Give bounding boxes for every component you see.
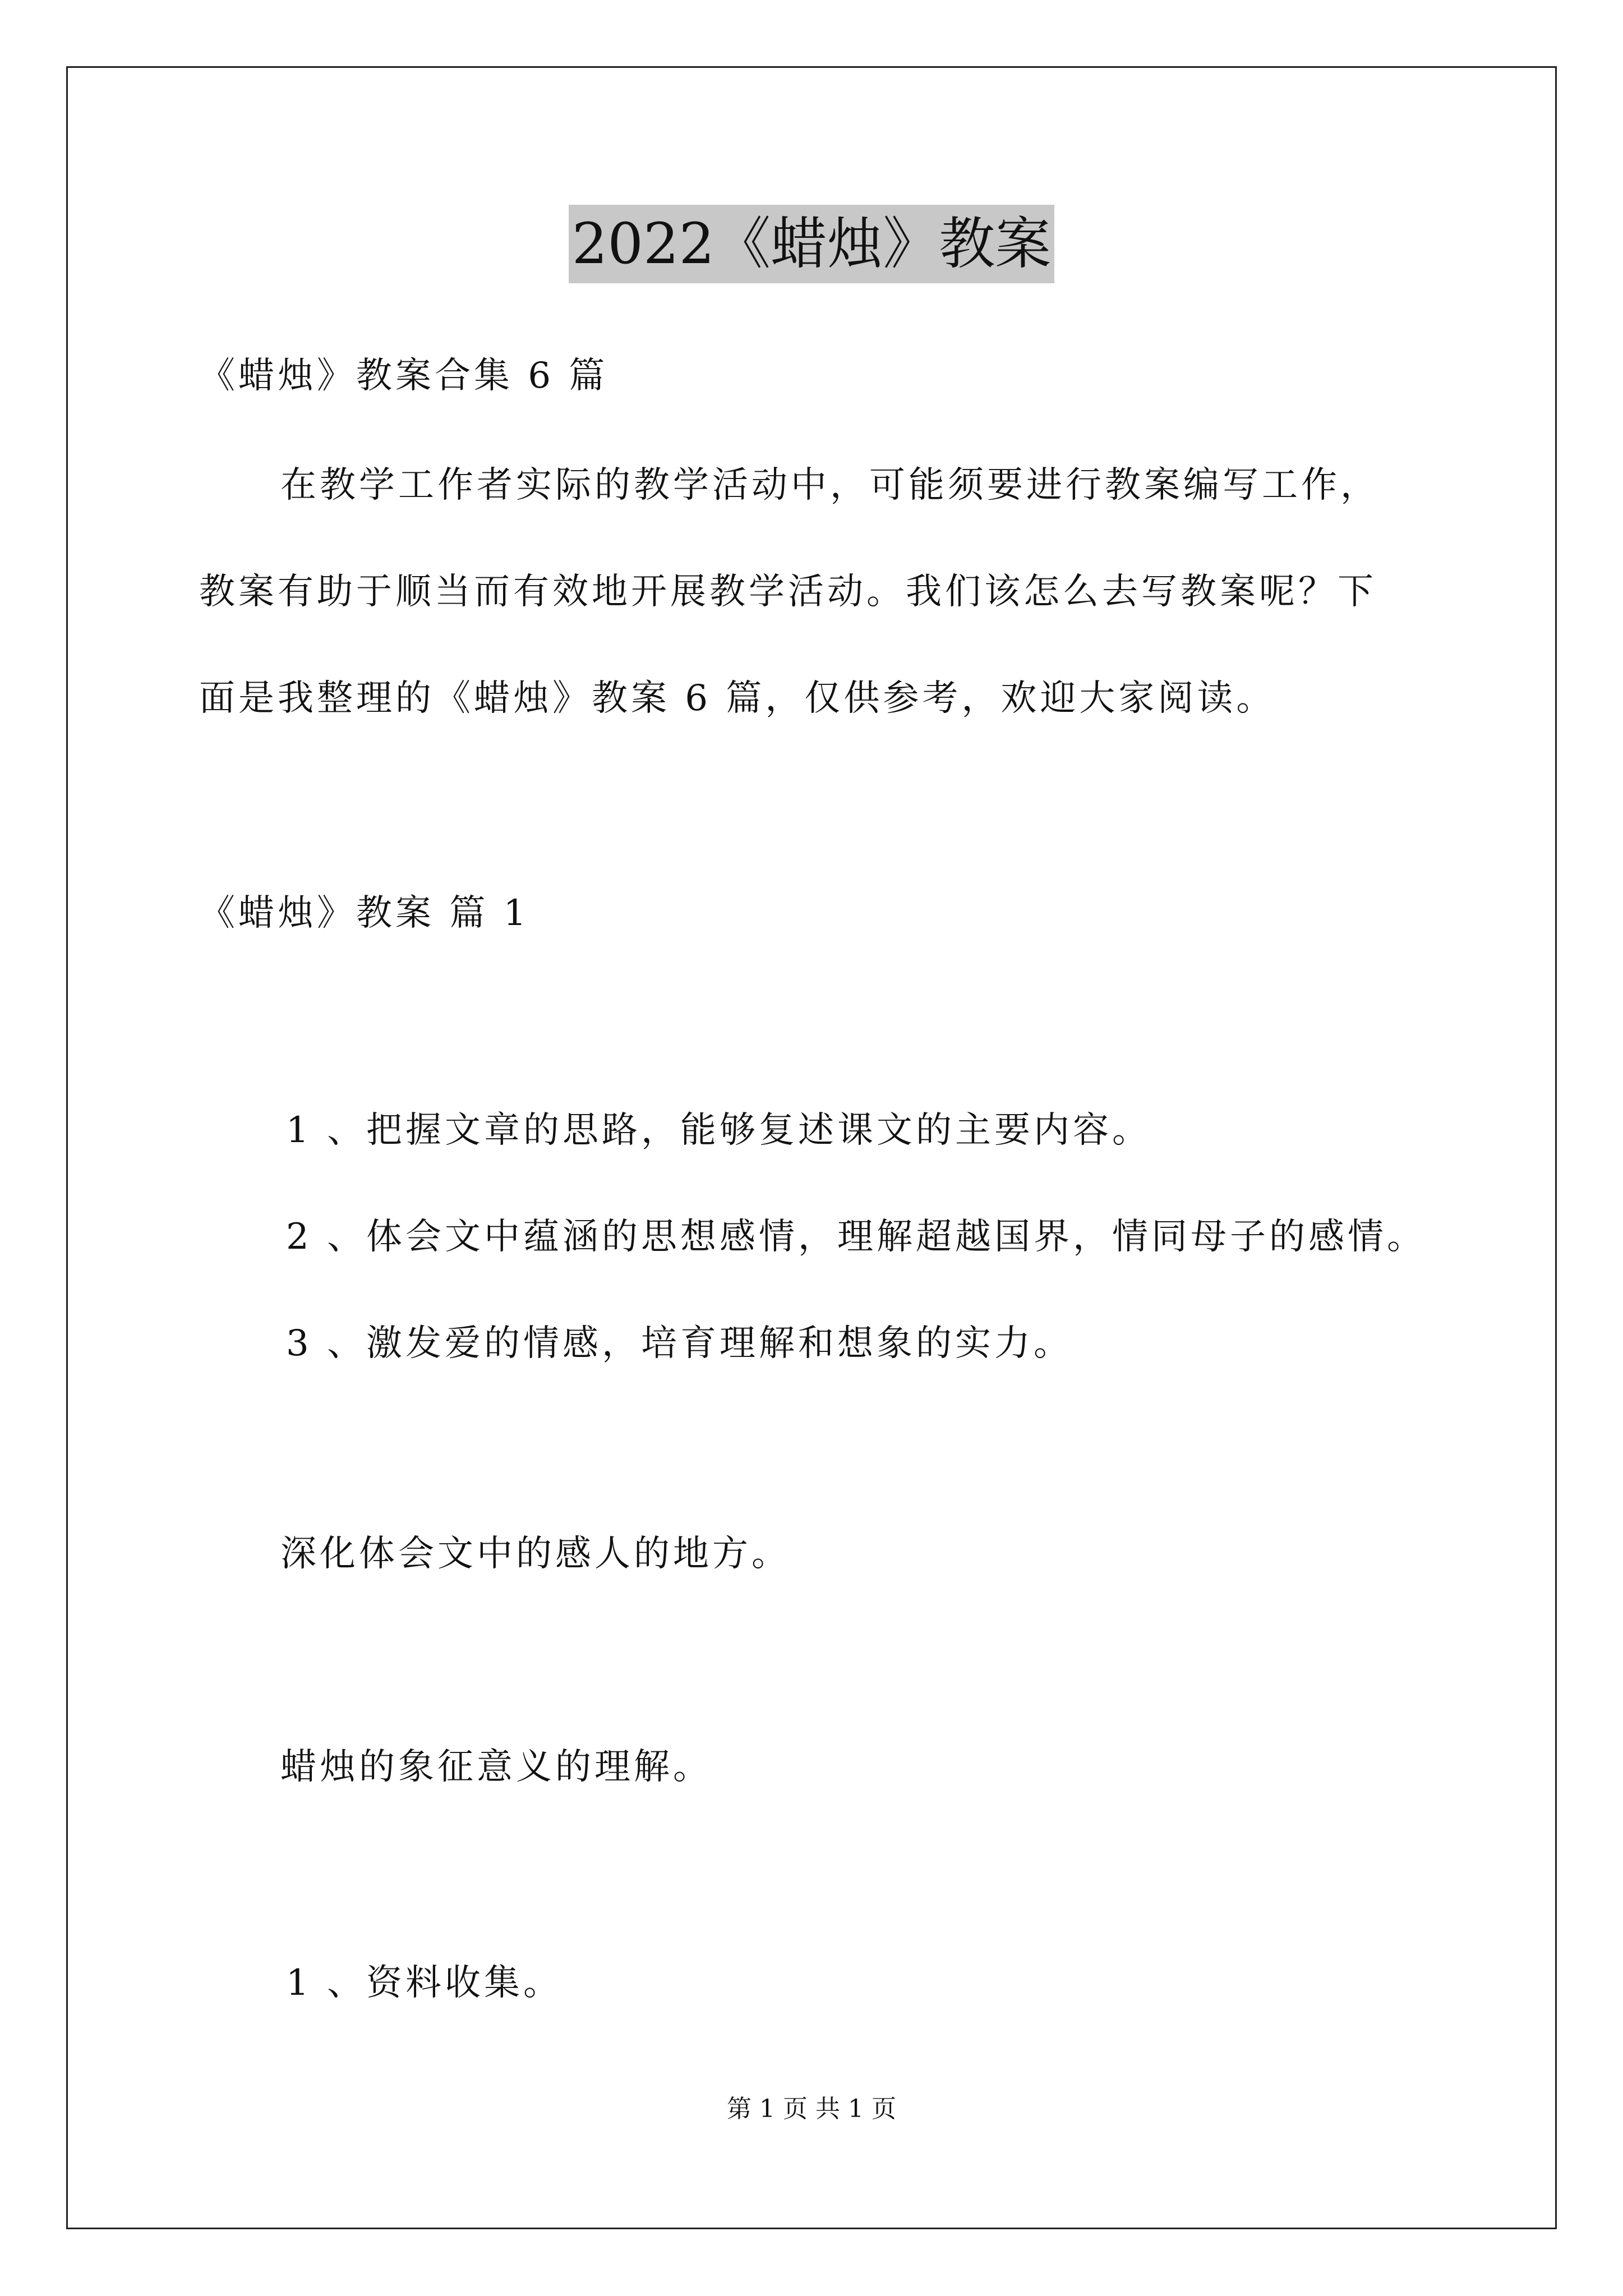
difficult-point: 蜡烛的象征意义的理解。	[280, 1746, 712, 1788]
key-point: 深化体会文中的感人的地方。	[280, 1533, 791, 1575]
goal-item-1: 1 、把握文章的思路，能够复述课文的主要内容。	[286, 1110, 1152, 1151]
document-title: 2022《蜡烛》教案	[569, 205, 1055, 283]
page-footer: 第 1 页 共 1 页	[727, 2095, 896, 2123]
intro-paragraph-line-2: 教案有助于顺当而有效地开展教学活动。我们该怎么去写教案呢？下	[199, 571, 1377, 613]
prep-item-1: 1 、资料收集。	[286, 1962, 563, 2004]
goal-item-2: 2 、体会文中蕴涵的思想感情，理解超越国界，情同母子的感情。	[286, 1216, 1427, 1258]
collection-heading: 《蜡烛》教案合集 6 篇	[199, 355, 608, 397]
intro-paragraph-line-1: 在教学工作者实际的教学活动中，可能须要进行教案编写工作，	[280, 464, 1380, 506]
title-wrap	[0, 205, 1623, 283]
intro-paragraph-line-3: 面是我整理的《蜡烛》教案 6 篇，仅供参考，欢迎大家阅读。	[199, 678, 1276, 719]
section-heading-1: 《蜡烛》教案 篇 1	[199, 892, 530, 934]
goal-item-3: 3 、激发爱的情感，培育理解和想象的实力。	[286, 1323, 1073, 1364]
